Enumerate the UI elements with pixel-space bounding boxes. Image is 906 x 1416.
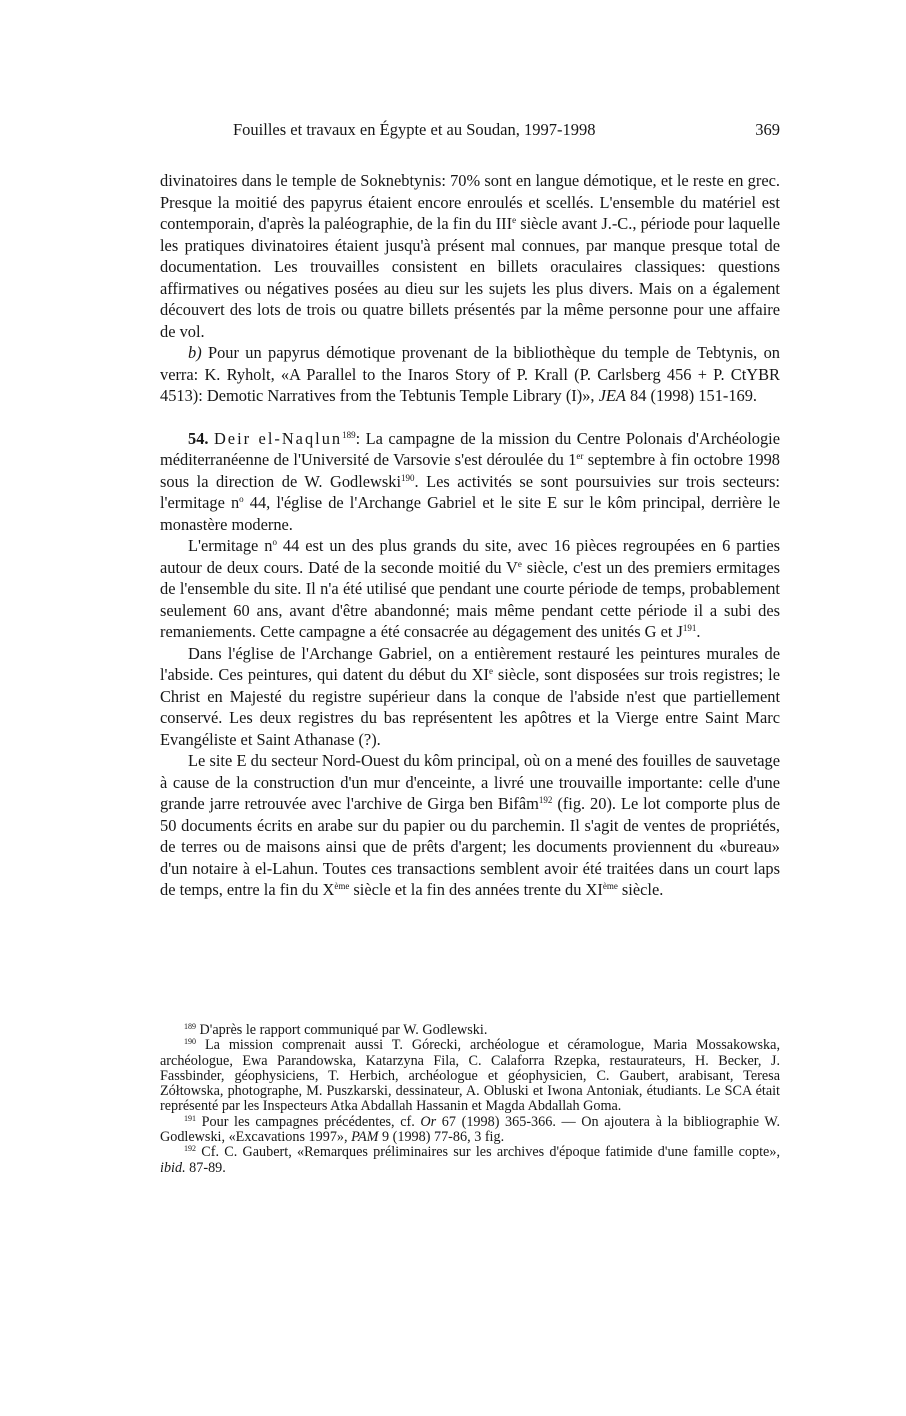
paragraph-site-e bbox=[160, 750, 780, 901]
superscript: ème bbox=[602, 881, 618, 891]
paragraph-demotic-papyrus bbox=[160, 342, 780, 407]
text-run: 44, l'église de l'Archange Gabriel et le site E sur le kôm principal, derrière le monastère moderne. bbox=[160, 493, 780, 534]
text-run: 84 (1998) 151-169. bbox=[625, 386, 758, 405]
footnote-text: 87-89. bbox=[185, 1159, 226, 1176]
text-run: siècle, c'est un des premiers ermitages de l'ensemble du site. Il n'a été utilisé que pendant une courte période de temps, probablement seulement 60 ans, avant d'être abandonné; mais même pendant cette période il a subi des remaniements. Cette campagne a été consacrée au dégagement des unités G et J bbox=[160, 557, 780, 641]
text-run: septembre à fin octobre 1998 sous la direction de W. Godlewski bbox=[160, 450, 780, 491]
journal-title: Or bbox=[420, 1113, 437, 1130]
footnote-number: 192 bbox=[184, 1144, 196, 1154]
running-title: Fouilles et travaux en Égypte et au Soudan, 1997-1998 bbox=[233, 120, 596, 139]
superscript: o bbox=[239, 494, 244, 504]
footnote-text: 9 (1998) 77-86, 3 fig. bbox=[378, 1129, 505, 1146]
footnote-ref-192: 192 bbox=[538, 795, 553, 805]
superscript: ème bbox=[334, 881, 350, 891]
footnote-number: 190 bbox=[184, 1037, 196, 1047]
footnote-text: Pour les campagnes précédentes, cf. bbox=[196, 1113, 421, 1130]
footnote-192 bbox=[160, 1145, 780, 1176]
footnote-text: La mission comprenait aussi T. Górecki, archéologue et céramologue, Maria Mossakowska, archéologue, Ewa Parandowska, Katarzyna Fila, C. Calaforra Rzepka, restaurateurs, H. Becker, J. Fassbinder, géophysiciens, T. Herbich, archéologue et géophysicien, C. Gaubert, arabisant, Teresa Zółtowska, photographe, M. Puszkarski, dessinateur, A. Obluski et Iwona Antoniak, étudiants. Le SCA était représenté par les Inspecteurs Atka Abdallah Hassanin et Magda Abdallah Goma. bbox=[160, 1037, 780, 1115]
running-header bbox=[160, 118, 780, 142]
page-number: 369 bbox=[755, 120, 780, 139]
paragraph-deir-el-naqlun bbox=[160, 428, 780, 536]
footnote-ref-190: 190 bbox=[401, 472, 415, 483]
text-run: 44 est un des plus grands du site, avec 16 pièces regroupées en 6 parties autour de deux cours. Daté de la seconde moitié du V bbox=[160, 536, 780, 577]
paragraph-archangel-gabriel-church bbox=[160, 643, 780, 751]
footnote-text: Cf. C. Gaubert, «Remarques préliminaires sur les archives d'époque fatimide d'une famille copte», bbox=[196, 1144, 780, 1161]
footnotes bbox=[160, 1023, 780, 1176]
text-run: divinatoires dans le temple de Soknebtynis: 70% sont en langue démotique, et le reste en grec. Presque la moitié des papyrus étaient encore enroulés et scellés. L'ensemble du matériel est contemporain, d'après la paléographie, de la fin du III bbox=[160, 171, 780, 233]
journal-title: PAM bbox=[351, 1129, 379, 1146]
text-run: siècle avant J.-C., période pour laquelle les pratiques divinatoires étaient jusqu'à présent mal connues, par manque presque total de documentation. Les trouvailles consistent en billets oraculaires classiques: questions affirmatives ou négatives posées au dieu sur les sujets les plus divers. Mais on a également découvert des lots de trois ou quatre billets présentés par la même personne pour une affaire de vol. bbox=[160, 214, 780, 341]
site-name: Deir el-Naqlun bbox=[213, 428, 343, 448]
text-run: siècle et la fin des années trente du XI bbox=[349, 880, 603, 899]
ibid-abbreviation: ibid. bbox=[160, 1159, 186, 1176]
text-run: Le site E du secteur Nord-Ouest du kôm principal, où on a mené des fouilles de sauvetage à cause de la construction d'un mur d'enceinte, a livré une trouvaille importante: celle d'une grande jarre retrouvée avec l'archive de Girga ben Bifâm bbox=[160, 751, 780, 813]
journal-title: JEA bbox=[598, 386, 626, 405]
text-run: Pour un papyrus démotique provenant de la bibliothèque du temple de Tebtynis, on verra: K. Ryholt, «A Parallel to the Inaros Story of P. Krall (P. Carlsberg 456 + P. CtYBR 4513): Demotic Narratives from the Tebtunis Temple Library (I)», bbox=[160, 343, 780, 405]
footnote-number: 189 bbox=[184, 1022, 196, 1031]
paragraph-oracular-papyri bbox=[160, 170, 780, 342]
superscript: o bbox=[272, 537, 277, 547]
text-run: . Les activités se sont poursuivies sur trois secteurs: l'ermitage n bbox=[160, 471, 780, 512]
text-run: siècle, sont disposées sur trois registres; le Christ en Majesté du registre supérieur dans la conque de l'abside n'est que partiellement conservé. Les deux registres du bas représentent les apôtres et la Vierge entre Saint Marc Evangéliste et Saint Athanase (?). bbox=[160, 665, 780, 749]
footnote-number: 191 bbox=[184, 1113, 196, 1123]
footnote-190 bbox=[160, 1038, 780, 1114]
footnote-ref-189: 189 bbox=[342, 429, 356, 440]
text-run: (fig. 20). Le lot comporte plus de 50 documents écrits en arabe sur du papier ou du parchemin. Il s'agit de ventes de propriétés, de terres ou de maisons ainsi que de prêts d'argent; les documents proviennent du «bureau» d'un notaire à el-Lahun. Toutes ces transactions semblent avoir été traitées dans un court laps de temps, entre la fin du X bbox=[160, 794, 780, 899]
superscript: e bbox=[489, 666, 493, 676]
footnote-text: D'après le rapport communiqué par W. Godlewski. bbox=[196, 1022, 488, 1038]
paragraph-hermitage-44 bbox=[160, 535, 780, 643]
footnote-189 bbox=[160, 1023, 780, 1038]
item-label: b) bbox=[188, 343, 202, 362]
superscript: e bbox=[512, 215, 517, 225]
footnote-ref-191: 191 bbox=[682, 623, 697, 633]
footnote-191 bbox=[160, 1115, 780, 1146]
text-run: . bbox=[696, 622, 701, 641]
text-run: siècle. bbox=[617, 880, 664, 899]
text-run: : La campagne de la mission du Centre Polonais d'Archéologie méditerranéenne de l'Université de Varsovie s'est déroulée du 1 bbox=[160, 428, 780, 469]
text-run: L'ermitage n bbox=[188, 536, 273, 555]
superscript: e bbox=[517, 558, 522, 569]
body-text bbox=[160, 170, 780, 901]
footnote-text: 67 (1998) 365-366. — On ajoutera à la bibliographie W. Godlewski, «Excavations 1997», bbox=[160, 1113, 780, 1146]
text-run: Dans l'église de l'Archange Gabriel, on a entièrement restauré les peintures murales de l'abside. Ces peintures, qui datent du début du XI bbox=[160, 643, 780, 684]
section-number: 54. bbox=[188, 428, 209, 448]
superscript: er bbox=[576, 451, 584, 461]
